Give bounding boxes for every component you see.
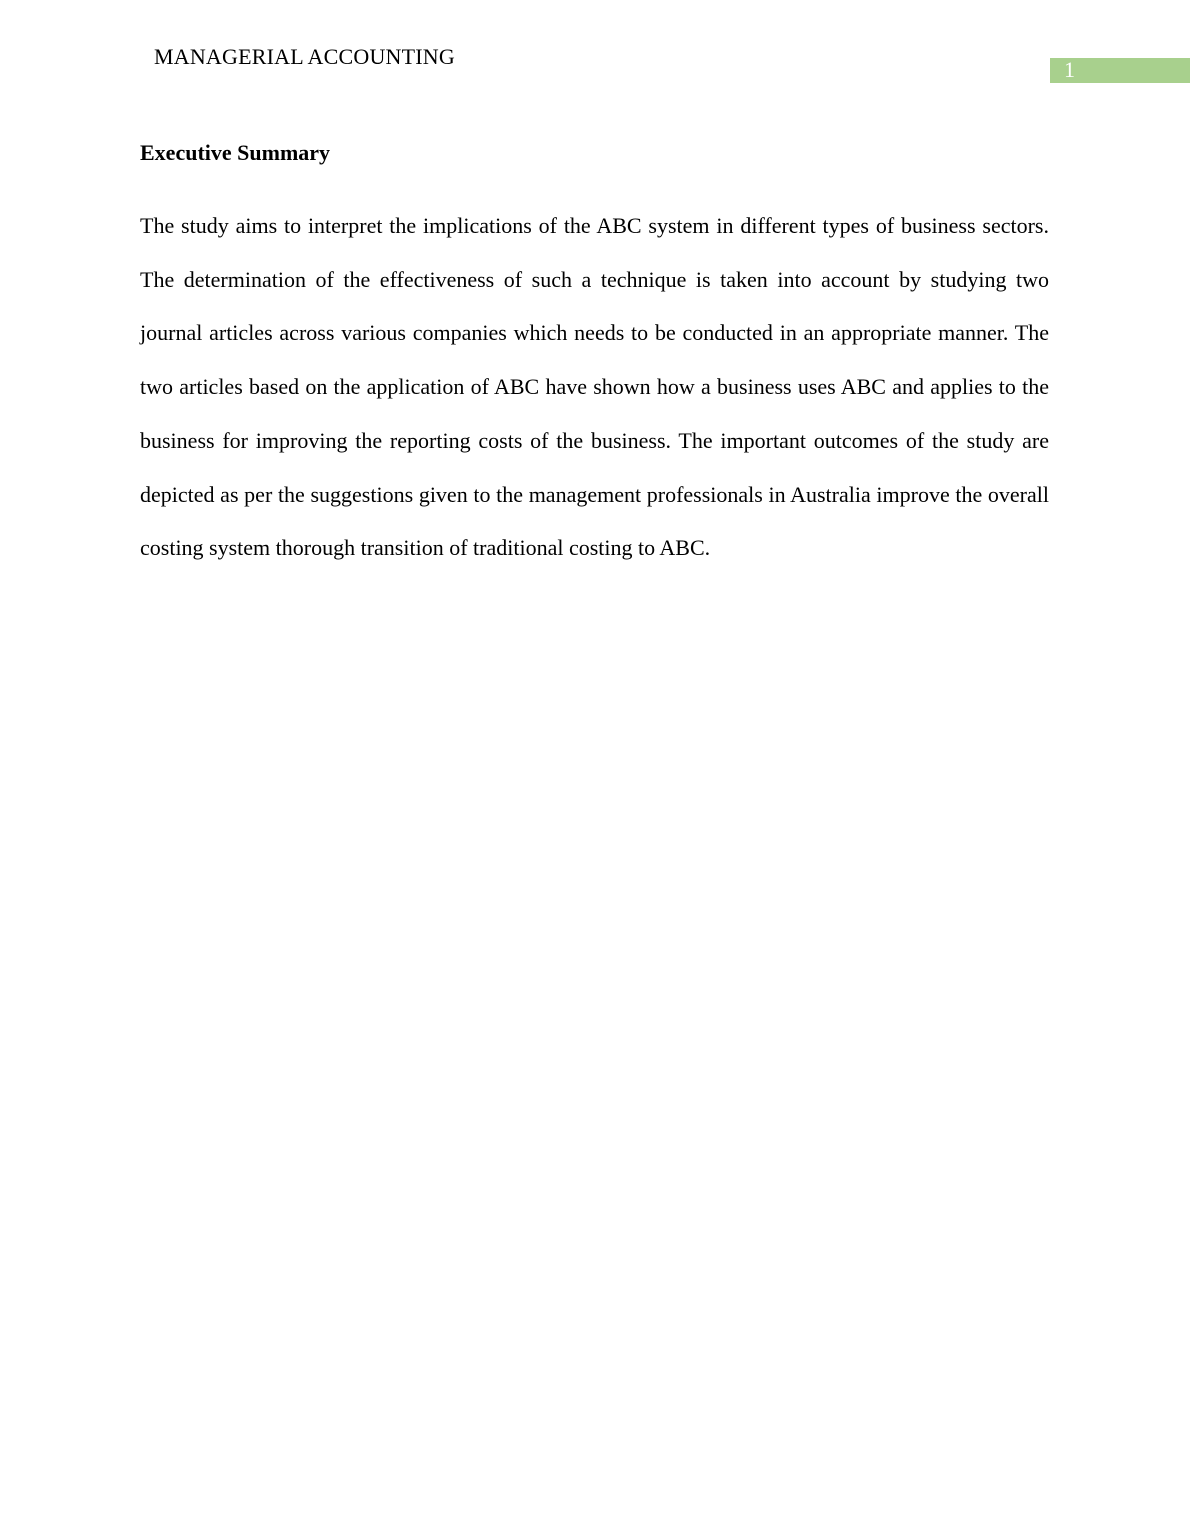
section-heading: Executive Summary bbox=[140, 140, 331, 165]
page-number: 1 bbox=[1064, 57, 1075, 82]
page-number-bar bbox=[1050, 58, 1190, 83]
running-head: MANAGERIAL ACCOUNTING bbox=[154, 44, 455, 69]
body-paragraph: The study aims to interpret the implications of the ABC system in different types of business sectors. The determination of the effectiveness of such a technique is taken into account by studying two journal articles across various companies which needs to be conducted in an appropriate manner. The two articles based on the application of ABC have shown how a business uses ABC and applies to the business for improving the reporting costs of the business. The important outcomes of the study are depicted as per the suggestions given to the management professionals in Australia improve the overall costing system thorough transition of traditional costing to ABC. bbox=[140, 213, 1049, 561]
